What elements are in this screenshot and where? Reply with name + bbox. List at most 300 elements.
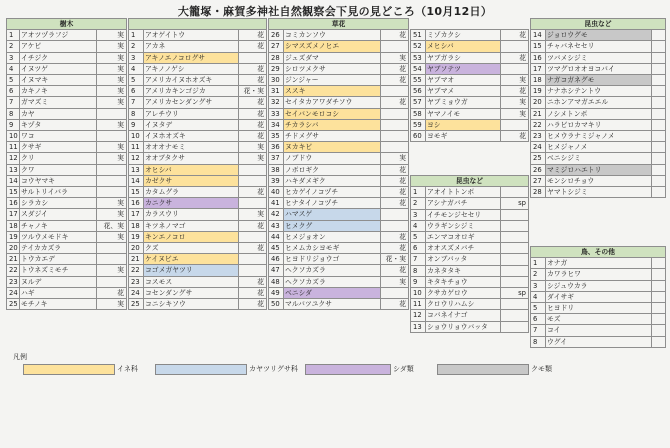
- table-row: [269, 231, 409, 242]
- table-row: [411, 209, 529, 220]
- table-header-row: [7, 19, 127, 30]
- species-name: カゼクサ: [144, 175, 239, 186]
- observation-mark: 実: [97, 86, 127, 97]
- row-number: 12: [7, 153, 20, 164]
- observation-mark: [501, 243, 529, 254]
- observation-mark: 花: [239, 41, 267, 52]
- observation-mark: 実: [97, 75, 127, 86]
- row-number: 9: [411, 276, 426, 287]
- species-name: キタキチョウ: [426, 276, 501, 287]
- species-name: ヤマノイモ: [426, 108, 501, 119]
- observation-mark: 実: [239, 153, 267, 164]
- table-row: [269, 164, 409, 175]
- species-name: トウネズミモチ: [20, 265, 97, 276]
- species-name: ヒメウラナミジャノメ: [546, 131, 652, 142]
- observation-mark: 花: [239, 131, 267, 142]
- table-row: [269, 276, 409, 287]
- row-number: 29: [269, 63, 284, 74]
- row-number: 53: [411, 52, 426, 63]
- table-jumoku: [6, 18, 127, 310]
- table-row: [269, 153, 409, 164]
- row-number: 28: [531, 187, 546, 198]
- table-row: [7, 41, 127, 52]
- table-row: [411, 321, 529, 332]
- species-name: チャバネセセリ: [546, 41, 652, 52]
- row-number: 30: [269, 75, 284, 86]
- observation-mark: [652, 75, 666, 86]
- species-name: ヒカゲイノコヅチ: [284, 187, 381, 198]
- table-konchu-1: [410, 175, 529, 333]
- species-name: アオイトトンボ: [426, 187, 501, 198]
- observation-mark: 実: [501, 108, 529, 119]
- observation-mark: 実: [97, 299, 127, 310]
- species-name: クリ: [20, 153, 97, 164]
- observation-mark: [652, 280, 666, 291]
- species-name: ヒメジョオン: [284, 231, 381, 242]
- table-row: [411, 41, 529, 52]
- species-name: ヌルデ: [20, 276, 97, 287]
- observation-mark: [652, 119, 666, 130]
- observation-mark: 花: [381, 75, 409, 86]
- observation-mark: 実: [97, 30, 127, 41]
- species-name: ヤブガラシ: [426, 52, 501, 63]
- row-number: 21: [531, 108, 546, 119]
- observation-mark: 花: [381, 187, 409, 198]
- species-name: アオゲイトウ: [144, 30, 239, 41]
- observation-mark: 実: [239, 142, 267, 153]
- table-row: [269, 175, 409, 186]
- observation-mark: 花: [97, 287, 127, 298]
- species-name: モチノキ: [20, 299, 97, 310]
- species-name: クサギ: [20, 142, 97, 153]
- table-row: [411, 243, 529, 254]
- observation-mark: 花: [381, 63, 409, 74]
- observation-mark: 花: [239, 108, 267, 119]
- species-name: コニシキソウ: [144, 299, 239, 310]
- row-number: 24: [129, 287, 144, 298]
- table-row: [411, 299, 529, 310]
- table-row: [7, 220, 127, 231]
- row-number: 2: [129, 41, 144, 52]
- table-row: [129, 265, 267, 276]
- observation-mark: 花・実: [239, 86, 267, 97]
- row-number: 11: [129, 142, 144, 153]
- species-name: オオオナモミ: [144, 142, 239, 153]
- species-name: ヒメジャノメ: [546, 142, 652, 153]
- species-name: コスモス: [144, 276, 239, 287]
- row-number: 32: [269, 97, 284, 108]
- observation-mark: [501, 63, 529, 74]
- species-name: クズ: [144, 243, 239, 254]
- observation-mark: [652, 108, 666, 119]
- table-row: [531, 142, 666, 153]
- section-header: 昆虫など: [411, 176, 529, 187]
- legend-title: 凡例: [13, 353, 27, 361]
- table-row: [269, 108, 409, 119]
- table-row: [129, 41, 267, 52]
- species-name: アキノノゲシ: [144, 63, 239, 74]
- observation-mark: [652, 97, 666, 108]
- table-row: [7, 198, 127, 209]
- row-number: 43: [269, 220, 284, 231]
- species-name: ダイサギ: [546, 291, 652, 302]
- table-row: [269, 299, 409, 310]
- species-name: アメリカセンダングサ: [144, 97, 239, 108]
- row-number: 37: [269, 153, 284, 164]
- species-name: イチモンジセセリ: [426, 209, 501, 220]
- species-name: チャノキ: [20, 220, 97, 231]
- row-number: 17: [531, 63, 546, 74]
- row-number: 25: [129, 299, 144, 310]
- observation-mark: [97, 164, 127, 175]
- row-number: 54: [411, 63, 426, 74]
- row-number: 60: [411, 131, 426, 142]
- table-row: [129, 153, 267, 164]
- observation-mark: 花: [239, 220, 267, 231]
- species-name: コバネイナゴ: [426, 310, 501, 321]
- table-row: [7, 243, 127, 254]
- row-number: 11: [7, 142, 20, 153]
- row-number: 11: [411, 299, 426, 310]
- observation-mark: [381, 287, 409, 298]
- observation-mark: [97, 254, 127, 265]
- table-row: [531, 52, 666, 63]
- row-number: 26: [269, 30, 284, 41]
- table-row: [411, 75, 529, 86]
- observation-mark: 実: [97, 41, 127, 52]
- row-number: 52: [411, 41, 426, 52]
- legend-swatch-kayatsuri: [155, 364, 247, 375]
- observation-mark: [652, 291, 666, 302]
- species-name: ナナホシテントウ: [546, 86, 652, 97]
- table-row: [129, 164, 267, 175]
- species-name: ヨシ: [426, 119, 501, 130]
- section-header: 草花: [269, 19, 409, 30]
- species-name: コミカンソウ: [284, 30, 381, 41]
- observation-mark: [501, 265, 529, 276]
- observation-mark: 花: [239, 243, 267, 254]
- species-name: イヌタデ: [144, 119, 239, 130]
- observation-mark: 実: [97, 153, 127, 164]
- observation-mark: [97, 187, 127, 198]
- table-row: [7, 187, 127, 198]
- table-row: [7, 276, 127, 287]
- table-header-row: [531, 247, 666, 258]
- table-row: [269, 187, 409, 198]
- table-row: [411, 265, 529, 276]
- table-row: [7, 119, 127, 130]
- species-name: キンエノコロ: [144, 231, 239, 242]
- observation-mark: [652, 63, 666, 74]
- row-number: 35: [269, 131, 284, 142]
- species-name: アレチウリ: [144, 108, 239, 119]
- observation-mark: 花: [381, 198, 409, 209]
- species-name: トウカエデ: [20, 254, 97, 265]
- row-number: 21: [129, 254, 144, 265]
- species-name: アカネ: [144, 41, 239, 52]
- row-number: 19: [7, 231, 20, 242]
- observation-mark: 花: [239, 187, 267, 198]
- row-number: 7: [129, 97, 144, 108]
- table-row: [411, 288, 529, 299]
- row-number: 13: [411, 321, 426, 332]
- table-row: [7, 164, 127, 175]
- row-number: 15: [531, 41, 546, 52]
- observation-mark: [239, 198, 267, 209]
- table-row: [531, 291, 666, 302]
- observation-mark: [501, 310, 529, 321]
- row-number: 15: [129, 187, 144, 198]
- observation-mark: [501, 232, 529, 243]
- observation-mark: [652, 269, 666, 280]
- table-row: [129, 276, 267, 287]
- row-number: 26: [531, 164, 546, 175]
- row-number: 50: [269, 299, 284, 310]
- row-number: 5: [411, 232, 426, 243]
- observation-mark: [652, 86, 666, 97]
- observation-mark: [652, 258, 666, 269]
- observation-mark: 花: [239, 299, 267, 310]
- legend-swatch-kumo: [437, 364, 529, 375]
- observation-mark: sp: [501, 288, 529, 299]
- observation-mark: 実: [501, 75, 529, 86]
- table-row: [531, 108, 666, 119]
- row-number: 4: [411, 220, 426, 231]
- table-row: [531, 164, 666, 175]
- observation-mark: [652, 164, 666, 175]
- observation-mark: [97, 276, 127, 287]
- species-name: ヤブマオ: [426, 75, 501, 86]
- row-number: 22: [129, 265, 144, 276]
- table-row: [269, 254, 409, 265]
- row-number: 20: [129, 243, 144, 254]
- species-name: オヒシバ: [144, 164, 239, 175]
- table-row: [411, 187, 529, 198]
- row-number: 1: [129, 30, 144, 41]
- table-row: [531, 97, 666, 108]
- species-name: コイ: [546, 325, 652, 336]
- species-name: ジンジャー: [284, 75, 381, 86]
- row-number: 13: [129, 164, 144, 175]
- species-name: ヒメクグ: [284, 220, 381, 231]
- observation-mark: [239, 175, 267, 186]
- species-name: マミジロハエトリ: [546, 164, 652, 175]
- table-row: [269, 265, 409, 276]
- row-number: 6: [129, 86, 144, 97]
- species-name: コセンダングサ: [144, 287, 239, 298]
- observation-mark: 実: [97, 142, 127, 153]
- table-row: [531, 314, 666, 325]
- row-number: 5: [129, 75, 144, 86]
- observation-mark: 花、実: [97, 220, 127, 231]
- row-number: 6: [7, 86, 20, 97]
- row-number: 3: [7, 52, 20, 63]
- row-number: 51: [411, 30, 426, 41]
- species-name: イヌホオズキ: [144, 131, 239, 142]
- row-number: 28: [269, 52, 284, 63]
- table-row: [7, 254, 127, 265]
- table-row: [269, 97, 409, 108]
- table-row: [269, 52, 409, 63]
- species-name: ショウリョウバッタ: [426, 321, 501, 332]
- table-row: [7, 287, 127, 298]
- row-number: 17: [7, 209, 20, 220]
- table-row: [269, 41, 409, 52]
- table-row: [411, 310, 529, 321]
- observation-mark: 花・実: [381, 254, 409, 265]
- table-row: [531, 325, 666, 336]
- observation-mark: [239, 265, 267, 276]
- observation-mark: [239, 164, 267, 175]
- row-number: 8: [7, 108, 20, 119]
- row-number: 7: [531, 325, 546, 336]
- observation-mark: 花: [239, 63, 267, 74]
- species-name: キヅタ: [20, 119, 97, 130]
- row-number: 6: [531, 314, 546, 325]
- row-number: 13: [7, 164, 20, 175]
- row-number: 12: [411, 310, 426, 321]
- row-number: 1: [531, 258, 546, 269]
- observation-mark: 実: [97, 119, 127, 130]
- table-row: [531, 187, 666, 198]
- row-number: 4: [7, 63, 20, 74]
- species-name: ノブドウ: [284, 153, 381, 164]
- observation-mark: [652, 41, 666, 52]
- species-name: ツルウメモドキ: [20, 231, 97, 242]
- table-row: [129, 30, 267, 41]
- row-number: 5: [531, 303, 546, 314]
- table-row: [269, 119, 409, 130]
- section-header: 昆虫など: [531, 19, 666, 30]
- observation-mark: [381, 41, 409, 52]
- species-name: ヒヨドリ: [546, 303, 652, 314]
- observation-mark: [501, 187, 529, 198]
- table-row: [531, 86, 666, 97]
- row-number: 12: [129, 153, 144, 164]
- observation-mark: [652, 153, 666, 164]
- observation-mark: [501, 209, 529, 220]
- table-row: [7, 86, 127, 97]
- legend-label-kayatsuri: カヤツリグサ科: [249, 365, 298, 373]
- observation-mark: [652, 175, 666, 186]
- observation-mark: 花: [381, 175, 409, 186]
- row-number: 24: [531, 142, 546, 153]
- species-name: ハマスゲ: [284, 209, 381, 220]
- section-header: 樹木: [7, 19, 127, 30]
- table-soumoku-2: [268, 18, 409, 310]
- table-header-row: [531, 19, 666, 30]
- species-name: カタムグラ: [144, 187, 239, 198]
- row-number: 20: [7, 243, 20, 254]
- observation-mark: [652, 142, 666, 153]
- legend-swatch-ine: [23, 364, 115, 375]
- table-row: [129, 131, 267, 142]
- table-row: [411, 97, 529, 108]
- table-row: [7, 142, 127, 153]
- observation-mark: 花: [501, 86, 529, 97]
- observation-mark: 実: [239, 209, 267, 220]
- row-number: 17: [129, 209, 144, 220]
- row-number: 40: [269, 187, 284, 198]
- observation-mark: 実: [381, 276, 409, 287]
- observation-mark: 実: [501, 97, 529, 108]
- observation-mark: 実: [381, 52, 409, 63]
- observation-mark: [652, 314, 666, 325]
- table-row: [129, 119, 267, 130]
- observation-mark: 花: [239, 97, 267, 108]
- species-name: ベニシダ: [284, 287, 381, 298]
- table-header-row: [129, 19, 267, 30]
- table-row: [7, 299, 127, 310]
- species-name: サルトリイバラ: [20, 187, 97, 198]
- observation-mark: 花: [381, 97, 409, 108]
- table-row: [129, 86, 267, 97]
- species-name: アケビ: [20, 41, 97, 52]
- table-row: [7, 52, 127, 63]
- table-row: [129, 209, 267, 220]
- species-name: オオブタクサ: [144, 153, 239, 164]
- table-row: [411, 276, 529, 287]
- page-title: 大籠塚・麻賀多神社自然観察会下見の見どころ（10月12日）: [177, 5, 493, 18]
- row-number: 25: [531, 153, 546, 164]
- species-name: カネタタキ: [426, 265, 501, 276]
- row-number: 25: [7, 299, 20, 310]
- table-row: [269, 198, 409, 209]
- table-row: [531, 131, 666, 142]
- observation-mark: [97, 243, 127, 254]
- observation-mark: sp: [501, 198, 529, 209]
- row-number: 14: [129, 175, 144, 186]
- species-name: ヨモギ: [426, 131, 501, 142]
- table-row: [411, 108, 529, 119]
- observation-mark: 花: [501, 52, 529, 63]
- row-number: 2: [411, 198, 426, 209]
- observation-mark: [381, 220, 409, 231]
- species-name: ミゾカクシ: [426, 30, 501, 41]
- row-number: 7: [7, 97, 20, 108]
- legend-label-shida: シダ類: [393, 365, 414, 373]
- observation-mark: 花: [381, 299, 409, 310]
- row-number: 58: [411, 108, 426, 119]
- table-row: [129, 52, 267, 63]
- species-name: ジョロウグモ: [546, 30, 652, 41]
- table-row: [129, 63, 267, 74]
- row-number: 16: [531, 52, 546, 63]
- species-name: セイバンモロコシ: [284, 108, 381, 119]
- table-row: [269, 63, 409, 74]
- table-row: [269, 142, 409, 153]
- observation-mark: [501, 41, 529, 52]
- observation-mark: 実: [381, 153, 409, 164]
- table-row: [531, 280, 666, 291]
- species-name: キツネノマゴ: [144, 220, 239, 231]
- species-name: ワコ: [20, 131, 97, 142]
- table-header-row: [411, 176, 529, 187]
- row-number: 59: [411, 119, 426, 130]
- observation-mark: [652, 187, 666, 198]
- row-number: 7: [411, 254, 426, 265]
- row-number: 9: [129, 119, 144, 130]
- row-number: 22: [7, 265, 20, 276]
- species-name: アオツヅラフジ: [20, 30, 97, 41]
- species-name: ハラビロカマキリ: [546, 119, 652, 130]
- species-name: ヌカキビ: [284, 142, 381, 153]
- table-row: [129, 231, 267, 242]
- species-name: ヒメムカシヨモギ: [284, 243, 381, 254]
- table-row: [411, 52, 529, 63]
- table-row: [7, 153, 127, 164]
- table-row: [411, 63, 529, 74]
